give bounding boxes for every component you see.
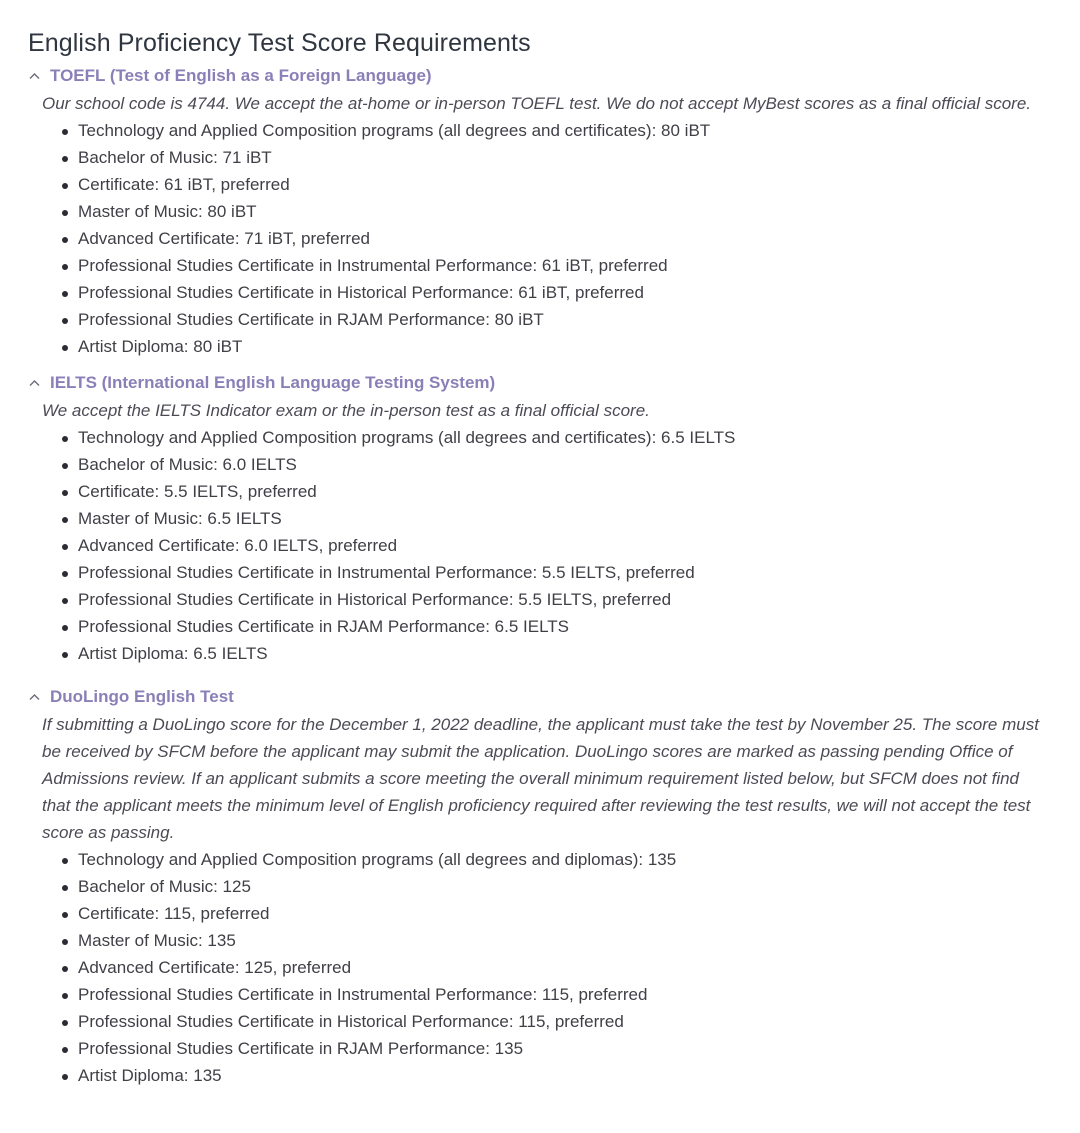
section-header-ielts[interactable] [28, 371, 1058, 395]
section-note-toefl: Our school code is 4744. We accept the at-home or in-person TOEFL test. We do not accept MyBest scores as a final official score. [42, 94, 1031, 113]
list-item: Professional Studies Certificate in Instrumental Performance: 5.5 IELTS, preferred [62, 559, 1058, 586]
section-note-duolingo: If submitting a DuoLingo score for the December 1, 2022 deadline, the applicant must take the test by November 25. The score must be received by SFCM before the applicant may submit the application. DuoLingo scores are marked as passing pending Office of Admissions review. If an applicant submits a score meeting the overall minimum requirement listed below, but SFCM does not find that the applicant meets the minimum level of English proficiency required after reviewing the test results, we will not accept the test score as passing. [42, 715, 1039, 842]
page-title: English Proficiency Test Score Requirements [28, 29, 531, 57]
list-item: Professional Studies Certificate in RJAM Performance: 6.5 IELTS [62, 613, 1058, 640]
requirements-list-duolingo [28, 846, 1058, 1089]
section-toefl [28, 64, 1058, 360]
list-item: Advanced Certificate: 6.0 IELTS, preferred [62, 532, 1058, 559]
requirements-list-ielts [28, 424, 1058, 667]
chevron-up-icon[interactable] [28, 70, 40, 82]
list-item: Professional Studies Certificate in Historical Performance: 61 iBT, preferred [62, 279, 1058, 306]
page-content [28, 28, 1058, 1089]
list-item: Professional Studies Certificate in Instrumental Performance: 61 iBT, preferred [62, 252, 1058, 279]
chevron-up-icon[interactable] [28, 691, 40, 703]
list-item: Artist Diploma: 135 [62, 1062, 1058, 1089]
list-item: Technology and Applied Composition programs (all degrees and diplomas): 135 [62, 846, 1058, 873]
list-item: Bachelor of Music: 125 [62, 873, 1058, 900]
section-title-toefl[interactable]: TOEFL (Test of English as a Foreign Language) [50, 65, 432, 85]
list-item: Artist Diploma: 80 iBT [62, 333, 1058, 360]
list-item: Professional Studies Certificate in RJAM Performance: 80 iBT [62, 306, 1058, 333]
list-item: Advanced Certificate: 125, preferred [62, 954, 1058, 981]
section-duolingo [28, 685, 1058, 1089]
list-item: Master of Music: 135 [62, 927, 1058, 954]
list-item: Advanced Certificate: 71 iBT, preferred [62, 225, 1058, 252]
list-item: Technology and Applied Composition programs (all degrees and certificates): 80 iBT [62, 117, 1058, 144]
list-item: Master of Music: 6.5 IELTS [62, 505, 1058, 532]
chevron-up-icon[interactable] [28, 377, 40, 389]
list-item: Certificate: 61 iBT, preferred [62, 171, 1058, 198]
section-title-duolingo[interactable]: DuoLingo English Test [50, 686, 234, 706]
list-item: Professional Studies Certificate in Instrumental Performance: 115, preferred [62, 981, 1058, 1008]
list-item: Certificate: 5.5 IELTS, preferred [62, 478, 1058, 505]
list-item: Technology and Applied Composition programs (all degrees and certificates): 6.5 IELTS [62, 424, 1058, 451]
requirements-list-toefl [28, 117, 1058, 360]
list-item: Bachelor of Music: 6.0 IELTS [62, 451, 1058, 478]
list-item: Artist Diploma: 6.5 IELTS [62, 640, 1058, 667]
list-item: Bachelor of Music: 71 iBT [62, 144, 1058, 171]
list-item: Professional Studies Certificate in Historical Performance: 5.5 IELTS, preferred [62, 586, 1058, 613]
section-header-toefl[interactable] [28, 64, 1058, 88]
list-item: Professional Studies Certificate in RJAM Performance: 135 [62, 1035, 1058, 1062]
section-header-duolingo[interactable] [28, 685, 1058, 709]
section-ielts [28, 371, 1058, 667]
list-item: Professional Studies Certificate in Historical Performance: 115, preferred [62, 1008, 1058, 1035]
section-note-ielts: We accept the IELTS Indicator exam or the in-person test as a final official score. [42, 401, 650, 420]
section-title-ielts[interactable]: IELTS (International English Language Testing System) [50, 372, 496, 392]
list-item: Master of Music: 80 iBT [62, 198, 1058, 225]
list-item: Certificate: 115, preferred [62, 900, 1058, 927]
